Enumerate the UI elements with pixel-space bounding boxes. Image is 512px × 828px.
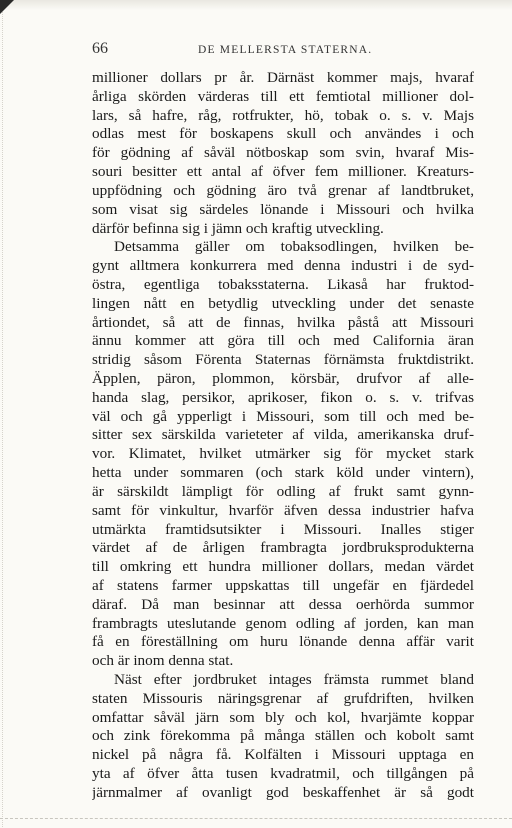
text-line: sitter sex särskilda varieteter af vilda, amerikanska druf-	[92, 426, 474, 444]
text-line: för gödning af såväl nötboskap som svin, hvaraf Mis-	[92, 144, 474, 162]
text-line: stridig såsom Förenta Staternas förnämsta fruktdistrikt.	[92, 351, 474, 369]
text-line: uppfödning och gödning äro två grenar af landtbruket,	[92, 181, 474, 199]
text-line: och är inom denna stat.	[92, 652, 234, 670]
text-line: årliga skörden värderas till ett femtiotal millioner dol-	[92, 87, 474, 105]
text-line: omfattar såväl järn som bly och kol, hvarjämte koppar	[92, 708, 474, 726]
text-line: odlas mest för boskapens skull och användes i och	[92, 125, 474, 143]
page-number: 66	[92, 40, 108, 57]
text-line: få en föreställning om huru lönande denna affär varit	[92, 633, 474, 651]
text-line: Detsamma gäller om tobaksodlingen, hvilken be-	[114, 238, 474, 256]
text-line: däraf. Då man besinnar att dessa oerhörda summor	[92, 595, 474, 613]
text-line: souri besitter ett antal af öfver fem millioner. Kreaturs-	[92, 163, 474, 181]
text-line: järnmalmer af ovanligt god beskaffenhet är så godt	[92, 783, 474, 801]
text-line: årtiondet, så att de finnas, hvilka påstå att Missouri	[92, 313, 474, 331]
text-line: af statens farmer uppskattas till ungefär en fjärdedel	[92, 576, 474, 594]
text-line: frambragts uteslutande genom odling af jorden, kan man	[92, 614, 474, 632]
text-line: hetta under sommaren (och stark köld under vintern),	[92, 464, 474, 482]
scan-margin	[2, 0, 4, 827]
text-line: som visat sig särdeles lönande i Missouri och hvilka	[92, 200, 474, 218]
text-line: lingen nått en betydlig utveckling under det senaste	[92, 294, 474, 312]
corner-mark	[0, 0, 14, 14]
text-line: utmärkta framtidsutsikter i Missouri. Inalles stiger	[92, 520, 474, 538]
page-top-edge	[0, 0, 512, 10]
text-line: Näst efter jordbruket intages främsta rummet bland	[114, 671, 474, 688]
text-line: yta af öfver åtta tusen kvadratmil, och tillgången på	[92, 765, 474, 783]
text-line: och zink förekomma på många ställen och kobolt samt	[92, 727, 474, 745]
text-line: lars, så hafre, råg, rotfrukter, hö, tobak o. s. v. Majs	[92, 106, 474, 124]
text-line: gynt alltmera konkurrera med denna industri i de syd-	[92, 257, 474, 275]
text-line: staten Missouris näringsgrenar af grufdriften, hvilken	[92, 689, 474, 707]
text-line: samt för vinkultur, hvarför äfven dessa industrier hafva	[92, 501, 474, 519]
text-line: nickel på några få. Kolfälten i Missouri upptaga en	[92, 746, 474, 764]
text-line: millioner dollars pr år. Därnäst kommer majs, hvaraf	[92, 69, 474, 86]
text-line: handa slag, persikor, aprikoser, fikon o. s. v. trifvas	[92, 388, 474, 406]
text-line: är särskildt lämpligt för odling af frukt samt gynn-	[92, 482, 474, 500]
running-head: DE MELLERSTA STATERNA.	[198, 44, 373, 56]
text-line: därför befinna sig i jämn och kraftig utveckling.	[92, 219, 384, 237]
page-header	[92, 38, 474, 58]
text-line: ännu kommer att göra till och med California äran	[92, 332, 474, 350]
body-text	[92, 69, 474, 803]
text-line: östra, egentliga tobaksstaterna. Likaså har fruktod-	[92, 275, 474, 293]
text-line: värdet af de årligen frambragta jordbruksprodukterna	[92, 539, 474, 557]
text-line: till omkring ett hundra millioner dollars, medan värdet	[92, 558, 474, 576]
text-line: väl och gå ypperligt i Missouri, som till och med be-	[92, 407, 474, 425]
text-line: Äpplen, päron, plommon, körsbär, drufvor af alle-	[92, 370, 474, 387]
text-line: vor. Klimatet, hvilket utmärker sig för mycket stark	[92, 445, 474, 463]
